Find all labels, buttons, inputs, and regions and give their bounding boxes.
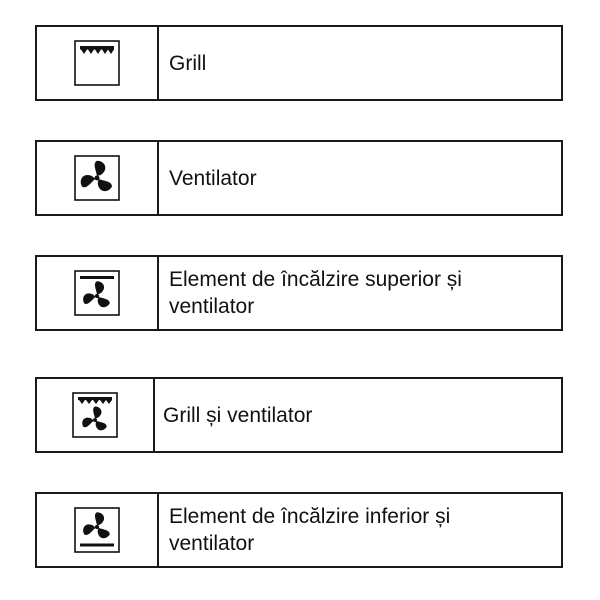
grill-icon: [74, 40, 120, 86]
icon-cell: [37, 27, 159, 99]
mode-label-cell: [155, 379, 561, 451]
grill-fan-icon: [72, 392, 118, 438]
mode-row-bottom-heat-fan: [35, 492, 563, 568]
mode-label-cell: [159, 27, 561, 99]
mode-label-cell: [159, 257, 561, 329]
icon-cell: [37, 379, 155, 451]
mode-row-fan: [35, 140, 563, 216]
icon-cell: [37, 257, 159, 329]
mode-label: Grill: [169, 51, 207, 75]
mode-label-cell: [159, 142, 561, 214]
mode-label: Grill și ventilator: [163, 403, 313, 427]
bottom-heat-fan-icon: [74, 507, 120, 553]
fan-icon: [74, 155, 120, 201]
mode-row-grill-fan: [35, 377, 563, 453]
icon-cell: [37, 494, 159, 566]
top-heat-fan-icon: [74, 270, 120, 316]
mode-label: Ventilator: [169, 166, 257, 190]
mode-label: Element de încălzire inferior și ventilator: [169, 505, 451, 555]
mode-row-top-heat-fan: [35, 255, 563, 331]
mode-label: Element de încălzire superior și ventilator: [169, 268, 462, 318]
mode-label-cell: [159, 494, 561, 566]
icon-cell: [37, 142, 159, 214]
mode-row-grill: [35, 25, 563, 101]
